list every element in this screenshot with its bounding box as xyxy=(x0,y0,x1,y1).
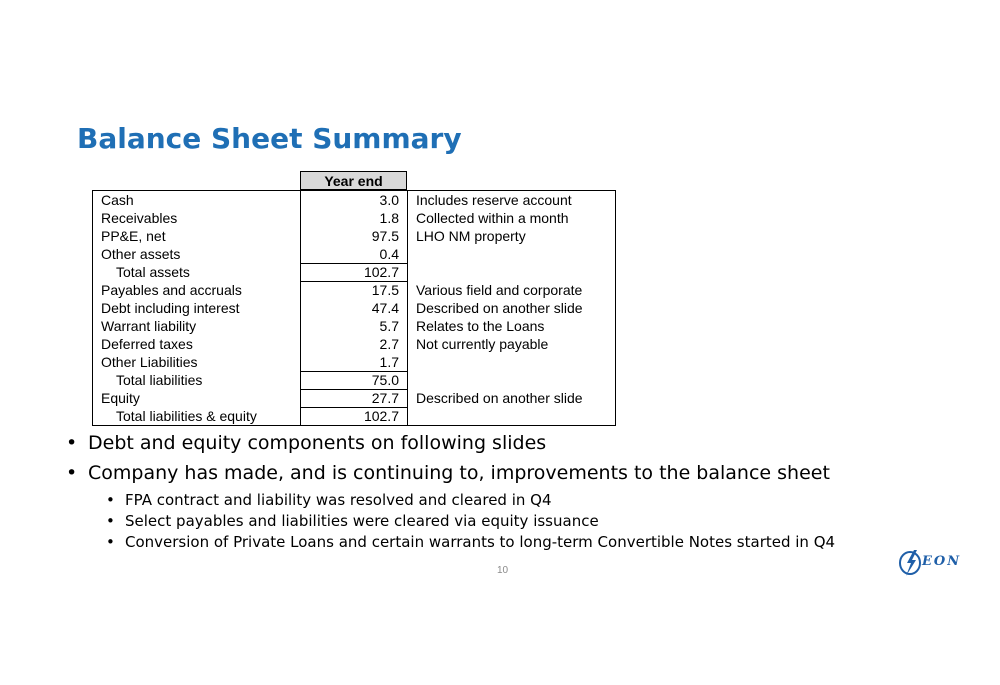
row-value: 47.4 xyxy=(371,300,399,316)
row-value: 102.7 xyxy=(363,408,399,424)
balance-sheet-table xyxy=(92,190,616,426)
row-label: Other assets xyxy=(101,246,181,262)
row-value: 102.7 xyxy=(363,264,399,280)
bullet-text: Company has made, and is continuing to, improvements to the balance sheet xyxy=(88,462,830,484)
company-logo xyxy=(898,548,970,578)
row-label: Equity xyxy=(101,390,140,406)
table-row xyxy=(93,353,615,371)
bullet-dot-icon: • xyxy=(106,512,115,530)
row-value: 75.0 xyxy=(371,372,399,388)
row-value: 17.5 xyxy=(371,282,399,298)
row-label: Other Liabilities xyxy=(101,354,198,370)
table-row xyxy=(93,245,615,263)
table-row xyxy=(93,281,615,299)
row-note: Relates to the Loans xyxy=(416,318,545,334)
lightning-circle-icon xyxy=(898,548,924,578)
bullet-text: Debt and equity components on following slides xyxy=(88,432,547,454)
row-label: Cash xyxy=(101,192,134,208)
row-note: Collected within a month xyxy=(416,210,569,226)
logo-text: EON xyxy=(922,554,962,569)
row-value: 1.7 xyxy=(379,354,399,370)
row-value: 2.7 xyxy=(379,336,399,352)
table-row xyxy=(93,191,615,209)
row-label: Payables and accruals xyxy=(101,282,242,298)
row-value: 97.5 xyxy=(371,228,399,244)
table-row xyxy=(93,299,615,317)
row-note: LHO NM property xyxy=(416,228,526,244)
table-row-total xyxy=(93,407,615,425)
bullet-text: FPA contract and liability was resolved and cleared in Q4 xyxy=(125,491,552,509)
row-label: Total liabilities & equity xyxy=(116,408,257,424)
row-value: 3.0 xyxy=(379,192,399,208)
row-note: Not currently payable xyxy=(416,336,549,352)
row-label: Deferred taxes xyxy=(101,336,193,352)
row-label: PP&E, net xyxy=(101,228,166,244)
row-value: 0.4 xyxy=(379,246,399,262)
bullet-dot-icon: • xyxy=(106,491,115,509)
table-row xyxy=(93,227,615,245)
row-label: Total liabilities xyxy=(116,372,203,388)
row-label: Receivables xyxy=(101,210,178,226)
table-row xyxy=(93,335,615,353)
page-number: 10 xyxy=(497,565,509,576)
bullet-dot-icon: • xyxy=(106,533,115,551)
bullet-item xyxy=(66,462,830,484)
row-label: Total assets xyxy=(116,264,190,280)
table-row-total xyxy=(93,263,615,281)
bullet-dot-icon: • xyxy=(66,432,78,454)
row-note: Various field and corporate xyxy=(416,282,583,298)
row-value: 27.7 xyxy=(371,390,399,406)
bullet-text: Conversion of Private Loans and certain warrants to long-term Convertible Notes started in Q4 xyxy=(125,533,836,551)
sub-bullet-item xyxy=(106,491,552,509)
row-note: Described on another slide xyxy=(416,300,583,316)
row-note: Described on another slide xyxy=(416,390,583,406)
row-value: 5.7 xyxy=(379,318,399,334)
sub-bullet-item xyxy=(106,533,835,551)
row-note: Includes reserve account xyxy=(416,192,572,208)
table-row xyxy=(93,389,615,407)
bullet-text: Select payables and liabilities were cleared via equity issuance xyxy=(125,512,599,530)
bullet-dot-icon: • xyxy=(66,462,78,484)
row-label: Warrant liability xyxy=(101,318,197,334)
bullet-item xyxy=(66,432,546,454)
row-label: Debt including interest xyxy=(101,300,240,316)
table-row xyxy=(93,209,615,227)
table-row-total xyxy=(93,371,615,389)
year-end-header: Year end xyxy=(300,171,407,190)
page-title: Balance Sheet Summary xyxy=(77,122,462,155)
table-row xyxy=(93,317,615,335)
row-value: 1.8 xyxy=(379,210,399,226)
sub-bullet-item xyxy=(106,512,599,530)
